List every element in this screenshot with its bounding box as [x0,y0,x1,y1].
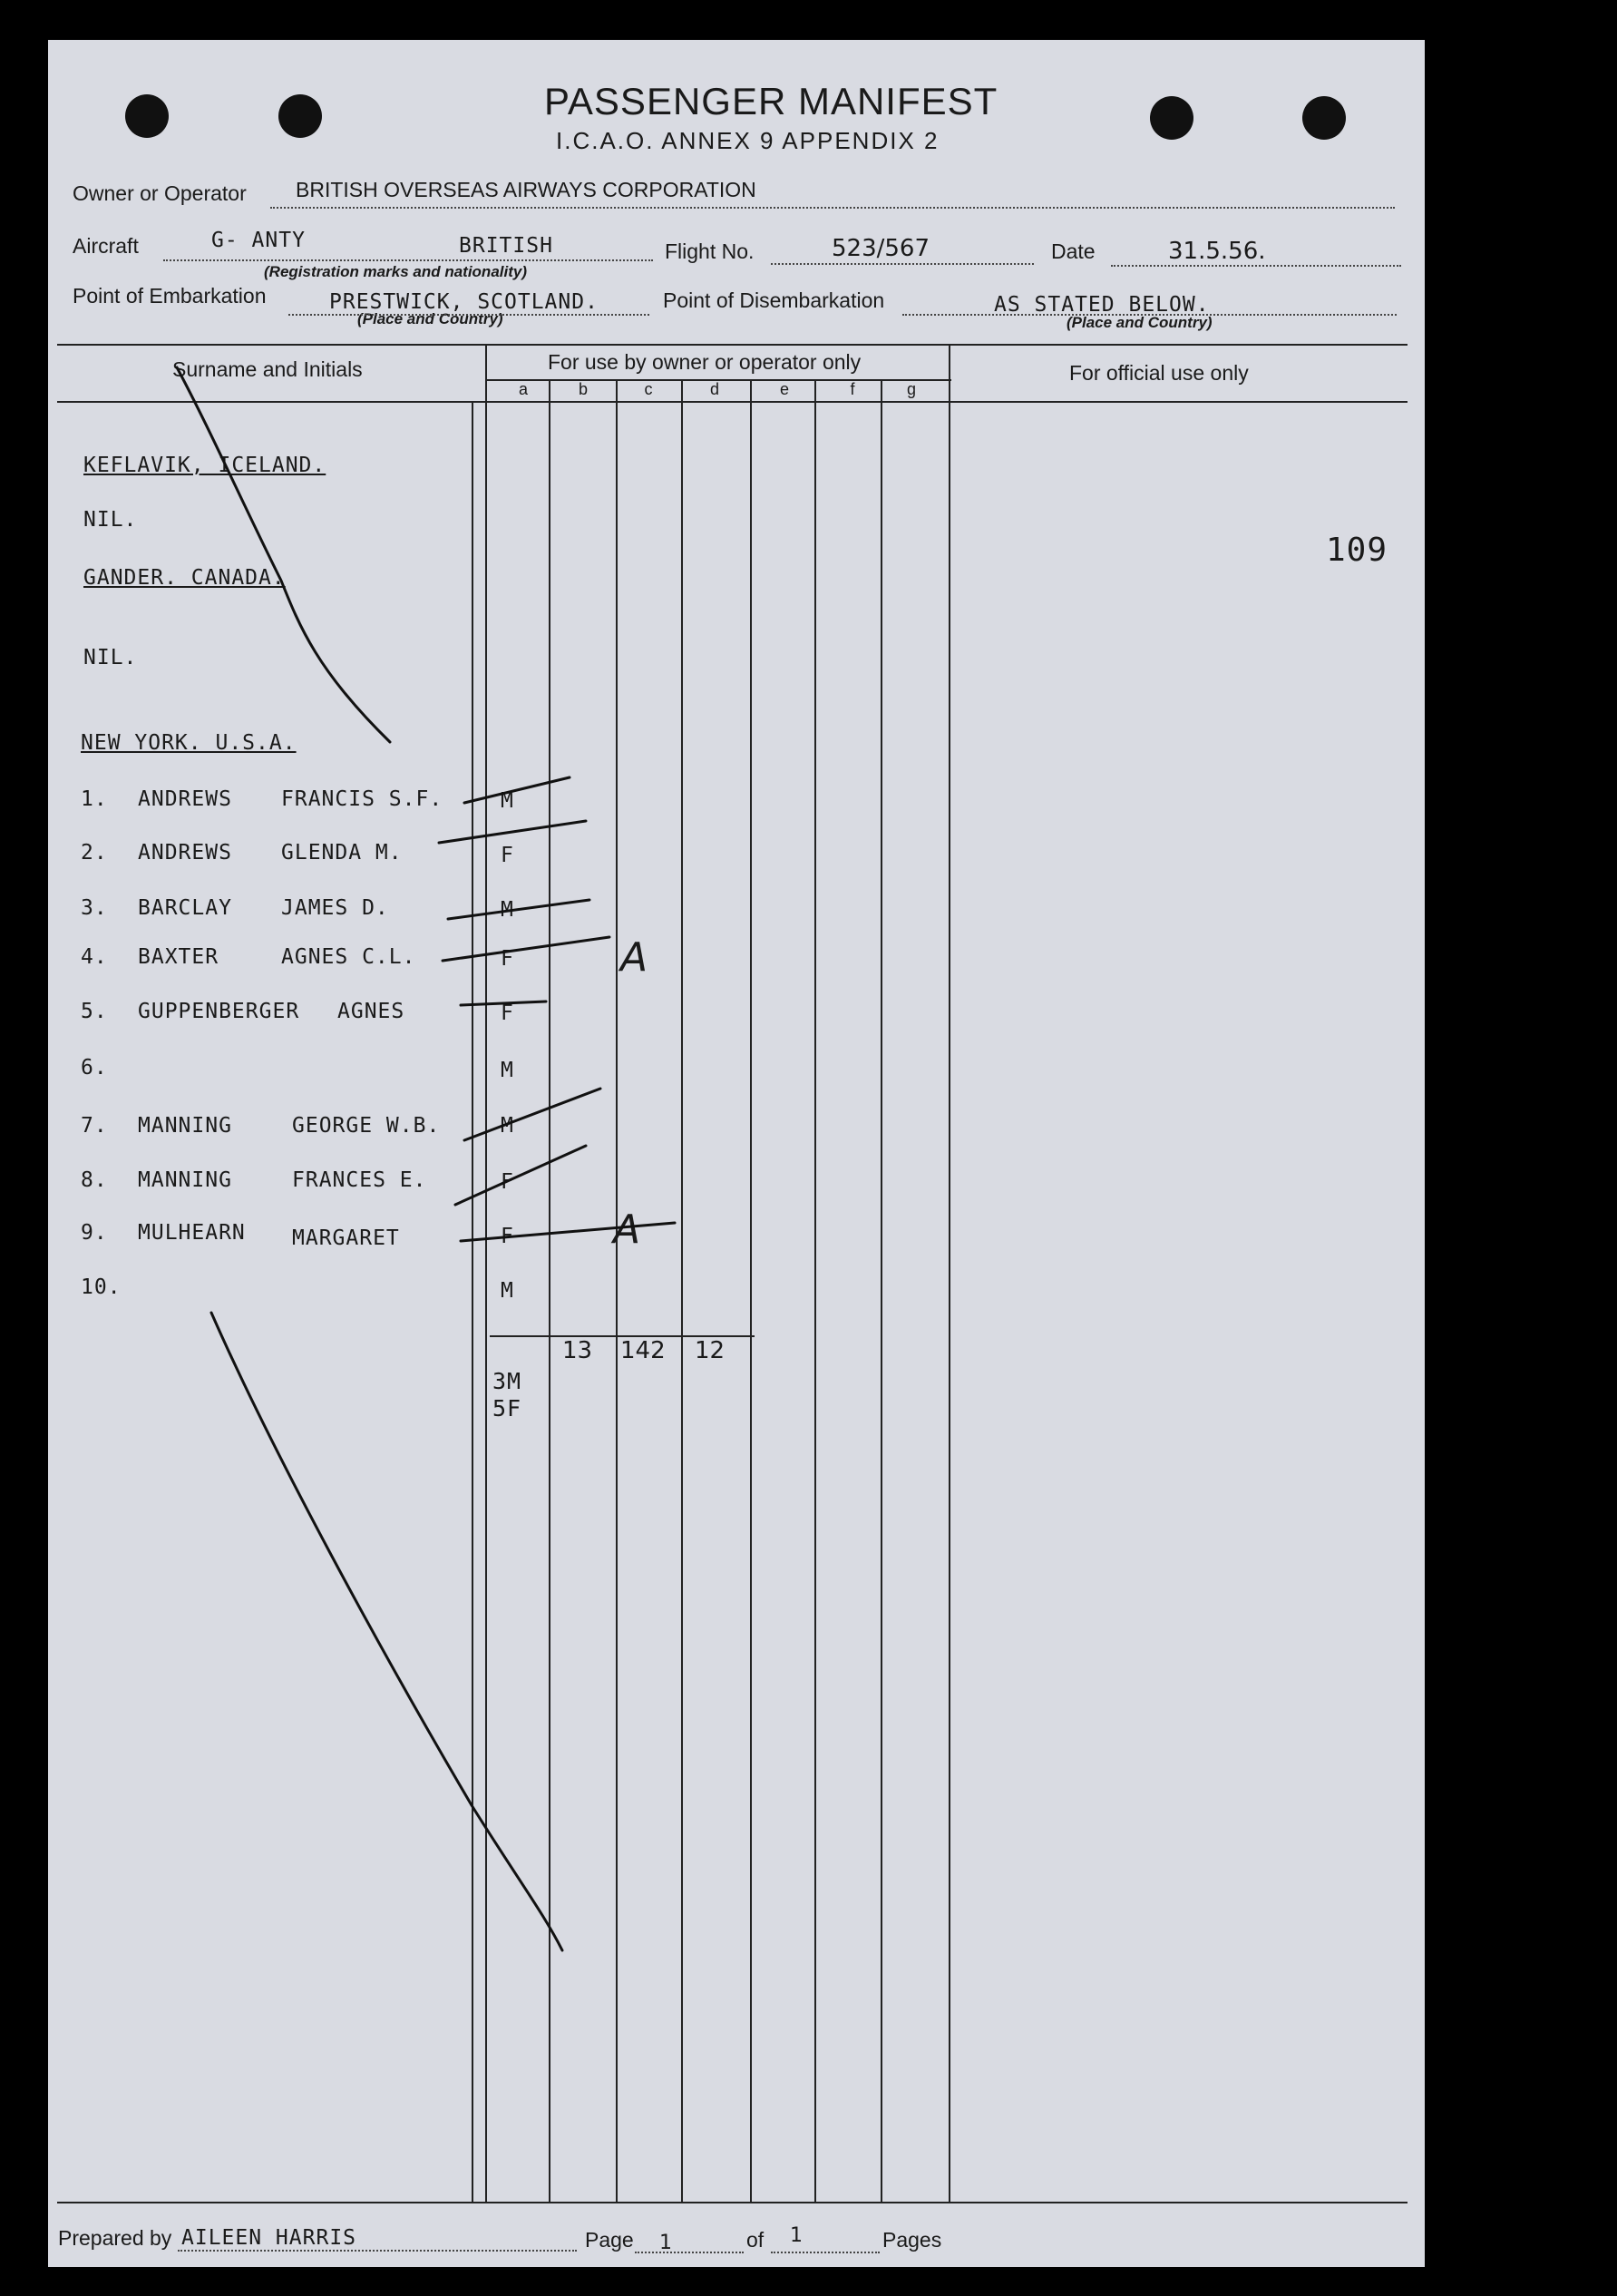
destination-2-name: GANDER. CANADA. [83,566,286,590]
column-line-c [616,381,618,2202]
embarkation-value: PRESTWICK, SCOTLAND. [329,290,599,314]
column-line-e [750,381,752,2202]
date-dotted-line [1111,265,1401,267]
flight-value: 523/567 [832,235,930,262]
flight-dotted-line [771,263,1034,265]
passenger-3-surname: BARCLAY [138,896,232,920]
passenger-5-surname: GUPPENBERGER [138,1000,300,1023]
owner-use-header: For use by owner or operator only [548,350,862,374]
official-use-header: For official use only [1069,361,1249,385]
passenger-4-sex: F [501,947,514,971]
passenger-7-surname: MANNING [138,1114,232,1138]
passenger-1-number: 1. [81,787,108,811]
pages-label: Pages [882,2228,942,2252]
passenger-3-given: JAMES D. [281,896,389,920]
aircraft-dotted-line [163,259,653,261]
passenger-3-sex: M [501,898,514,922]
passenger-7-given: GEORGE W.B. [292,1114,441,1138]
passenger-5-given: AGNES [337,1000,405,1023]
passenger-9-number: 9. [81,1221,108,1245]
page-title: PASSENGER MANIFEST [544,80,998,122]
destination-1-name: KEFLAVIK, ICELAND. [83,454,326,477]
column-c-label: c [644,380,653,398]
owner-label: Owner or Operator [73,181,247,205]
footer-rule [57,2202,1408,2203]
passenger-2-sex: F [501,844,514,867]
passenger-8-given: FRANCES E. [292,1168,427,1192]
punch-hole-2 [278,94,322,138]
passenger-6-sex: M [501,1059,514,1082]
of-label: of [746,2228,765,2252]
passenger-4-surname: BAXTER [138,945,219,969]
page-label: Page [585,2228,634,2252]
column-line-official [949,345,950,2202]
page-total: 1 [790,2224,803,2247]
prepared-by-value: AILEEN HARRIS [181,2226,357,2250]
embarkation-note: (Place and Country) [357,310,503,327]
punch-hole-1 [125,94,169,138]
passenger-5-number: 5. [81,1000,108,1023]
official-number: 109 [1326,532,1388,569]
passenger-8-sex: F [501,1170,514,1194]
embarkation-label: Point of Embarkation [73,284,267,308]
column-line-g [881,381,882,2202]
passenger-2-number: 2. [81,841,108,865]
passenger-9-sex: F [501,1225,514,1248]
column-line-f [814,381,816,2202]
table-top-rule [57,344,1408,346]
destination-1-list: NIL. [83,508,138,532]
passenger-2-given: GLENDA M. [281,841,403,865]
column-line-d [681,381,683,2202]
disembarkation-value: AS STATED BELOW. [994,293,1210,317]
passenger-8-number: 8. [81,1168,108,1192]
table-header-bottom-rule [57,401,1408,403]
passenger-6-number: 6. [81,1056,108,1080]
passenger-1-given: FRANCIS S.F. [281,787,443,811]
passenger-4-number: 4. [81,945,108,969]
total-column-b: 13 [562,1337,593,1364]
page-subtitle: I.C.A.O. ANNEX 9 APPENDIX 2 [556,127,940,154]
aircraft-registration: G- ANTY [211,229,306,252]
column-a-label: a [518,380,528,398]
total-column-c: 142 [620,1337,666,1364]
column-d-label: d [709,380,719,398]
column-line-b [549,381,550,2202]
disembarkation-note: (Place and Country) [1067,314,1213,331]
surname-header: Surname and Initials [172,357,363,381]
punch-hole-3 [1150,96,1193,140]
passenger-9-mark: A [613,1207,641,1253]
passenger-9-surname: MULHEARN [138,1221,246,1245]
page-dotted-line [635,2252,744,2253]
prepared-by-label: Prepared by [58,2226,172,2250]
prepared-by-dotted-line [178,2250,577,2252]
aircraft-note: (Registration marks and nationality) [264,263,527,280]
column-line-a [472,401,473,2202]
of-dotted-line [771,2252,880,2253]
column-f-label: f [850,380,855,398]
total-column-d: 12 [695,1337,726,1364]
passenger-4-given: AGNES C.L. [281,945,416,969]
disembarkation-label: Point of Disembarkation [663,288,885,312]
date-label: Date [1051,239,1096,263]
passenger-7-number: 7. [81,1114,108,1138]
passenger-10-sex: M [501,1279,514,1303]
disembarkation-dotted-line [902,314,1397,316]
passenger-2-surname: ANDREWS [138,841,232,865]
date-value: 31.5.56. [1168,238,1266,265]
aircraft-label: Aircraft [73,234,139,258]
final-destination: NEW YORK. U.S.A. [81,731,297,755]
passenger-5-sex: F [501,1001,514,1025]
column-e-label: e [779,380,789,398]
flight-label: Flight No. [665,239,755,263]
passenger-1-sex: M [501,789,514,813]
passenger-9-given: MARGARET [292,1226,400,1250]
total-females: 5F [492,1395,522,1422]
passenger-10-number: 10. [81,1275,122,1299]
page-number: 1 [659,2232,672,2254]
total-males: 3M [492,1368,522,1394]
passenger-7-sex: M [501,1114,514,1138]
destination-2-list: NIL. [83,646,138,669]
passenger-4-mark: A [620,934,648,981]
aircraft-nationality: BRITISH [459,234,553,258]
punch-hole-4 [1302,96,1346,140]
passenger-8-surname: MANNING [138,1168,232,1192]
owner-value: BRITISH OVERSEAS AIRWAYS CORPORATION [296,178,756,201]
column-line-surname [485,345,487,2202]
owner-dotted-line [270,207,1395,209]
passenger-1-surname: ANDREWS [138,787,232,811]
column-g-label: g [906,380,916,398]
column-b-label: b [578,380,588,398]
embarkation-dotted-line [288,314,649,316]
passenger-3-number: 3. [81,896,108,920]
